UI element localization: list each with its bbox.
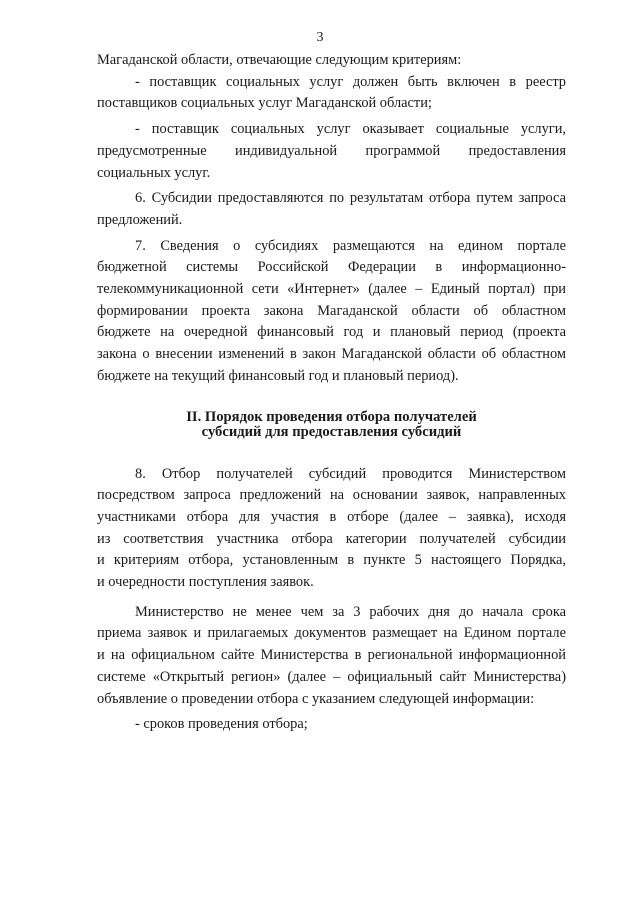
heading-line: субсидий для предоставления субсидий bbox=[201, 423, 462, 440]
paragraph-list-item bbox=[97, 714, 566, 736]
text-line: поставщиков социальных услуг Магаданской области; bbox=[97, 95, 432, 112]
text-line: системе «Открытый регион» (далее – официальный сайт Министерства) bbox=[97, 668, 566, 685]
text-line: и очередности поступления заявок. bbox=[97, 574, 314, 591]
text-line: приема заявок и прилагаемых документов размещает на Едином портале bbox=[97, 625, 566, 642]
text-line: предложений. bbox=[97, 211, 183, 228]
text-line: 8. Отбор получателей субсидий проводится Министерством bbox=[135, 465, 566, 482]
text-line: - поставщик социальных услуг оказывает социальные услуги, bbox=[135, 121, 566, 138]
text-line: закона о внесении изменений в закон Магаданской области об областном bbox=[97, 346, 566, 363]
text-line: бюджетной системы Российской Федерации в информационно- bbox=[97, 259, 566, 276]
paragraph-announcement bbox=[97, 602, 566, 711]
paragraph-criterion-1 bbox=[97, 72, 566, 115]
text-line: из соответствия участника отбора категории получателей субсидии bbox=[97, 530, 566, 547]
paragraph-6 bbox=[97, 188, 566, 231]
heading-line: II. Порядок проведения отбора получателей bbox=[186, 408, 477, 425]
text-line: и критериям отбора, установленным в пункте 5 настоящего Порядка, bbox=[97, 552, 566, 569]
text-line: Магаданской области, отвечающие следующим критериям: bbox=[97, 52, 462, 68]
paragraph-criterion-2 bbox=[97, 119, 566, 184]
text-line: 7. Сведения о субсидиях размещаются на едином портале bbox=[135, 237, 566, 254]
paragraph-7 bbox=[97, 236, 566, 388]
text-line: - поставщик социальных услуг должен быть включен в реестр bbox=[135, 73, 566, 90]
text-line: - сроков проведения отбора; bbox=[135, 716, 308, 733]
text-line: 6. Субсидии предоставляются по результатам отбора путем запроса bbox=[135, 190, 566, 207]
paragraph-8 bbox=[97, 464, 566, 594]
paragraph-intro bbox=[97, 50, 566, 72]
text-line: бюджете на текущий финансовый год и плановый период). bbox=[97, 367, 459, 384]
text-line: и на официальном сайте Министерства в региональной информационной bbox=[97, 647, 566, 664]
text-line: социальных услуг. bbox=[97, 164, 211, 181]
section-heading bbox=[97, 410, 566, 440]
page-number: 3 bbox=[316, 30, 324, 45]
text-line: участниками отбора для участия в отборе (далее – заявка), исходя bbox=[97, 508, 566, 525]
text-line: бюджете на очередной финансовый год и плановый период (проекта bbox=[97, 324, 566, 341]
text-line: телекоммуникационной сети «Интернет» (далее – Единый портал) при bbox=[97, 281, 566, 298]
text-line: формировании проекта закона Магаданской области об областном bbox=[97, 302, 566, 319]
text-line: объявление о проведении отбора с указанием следующей информации: bbox=[97, 690, 535, 707]
text-line: посредством запроса предложений на основании заявок, направленных bbox=[97, 487, 566, 504]
text-line: Министерство не менее чем за 3 рабочих дня до начала срока bbox=[135, 603, 566, 620]
text-line: предусмотренные индивидуальной программой предоставления bbox=[97, 142, 566, 159]
